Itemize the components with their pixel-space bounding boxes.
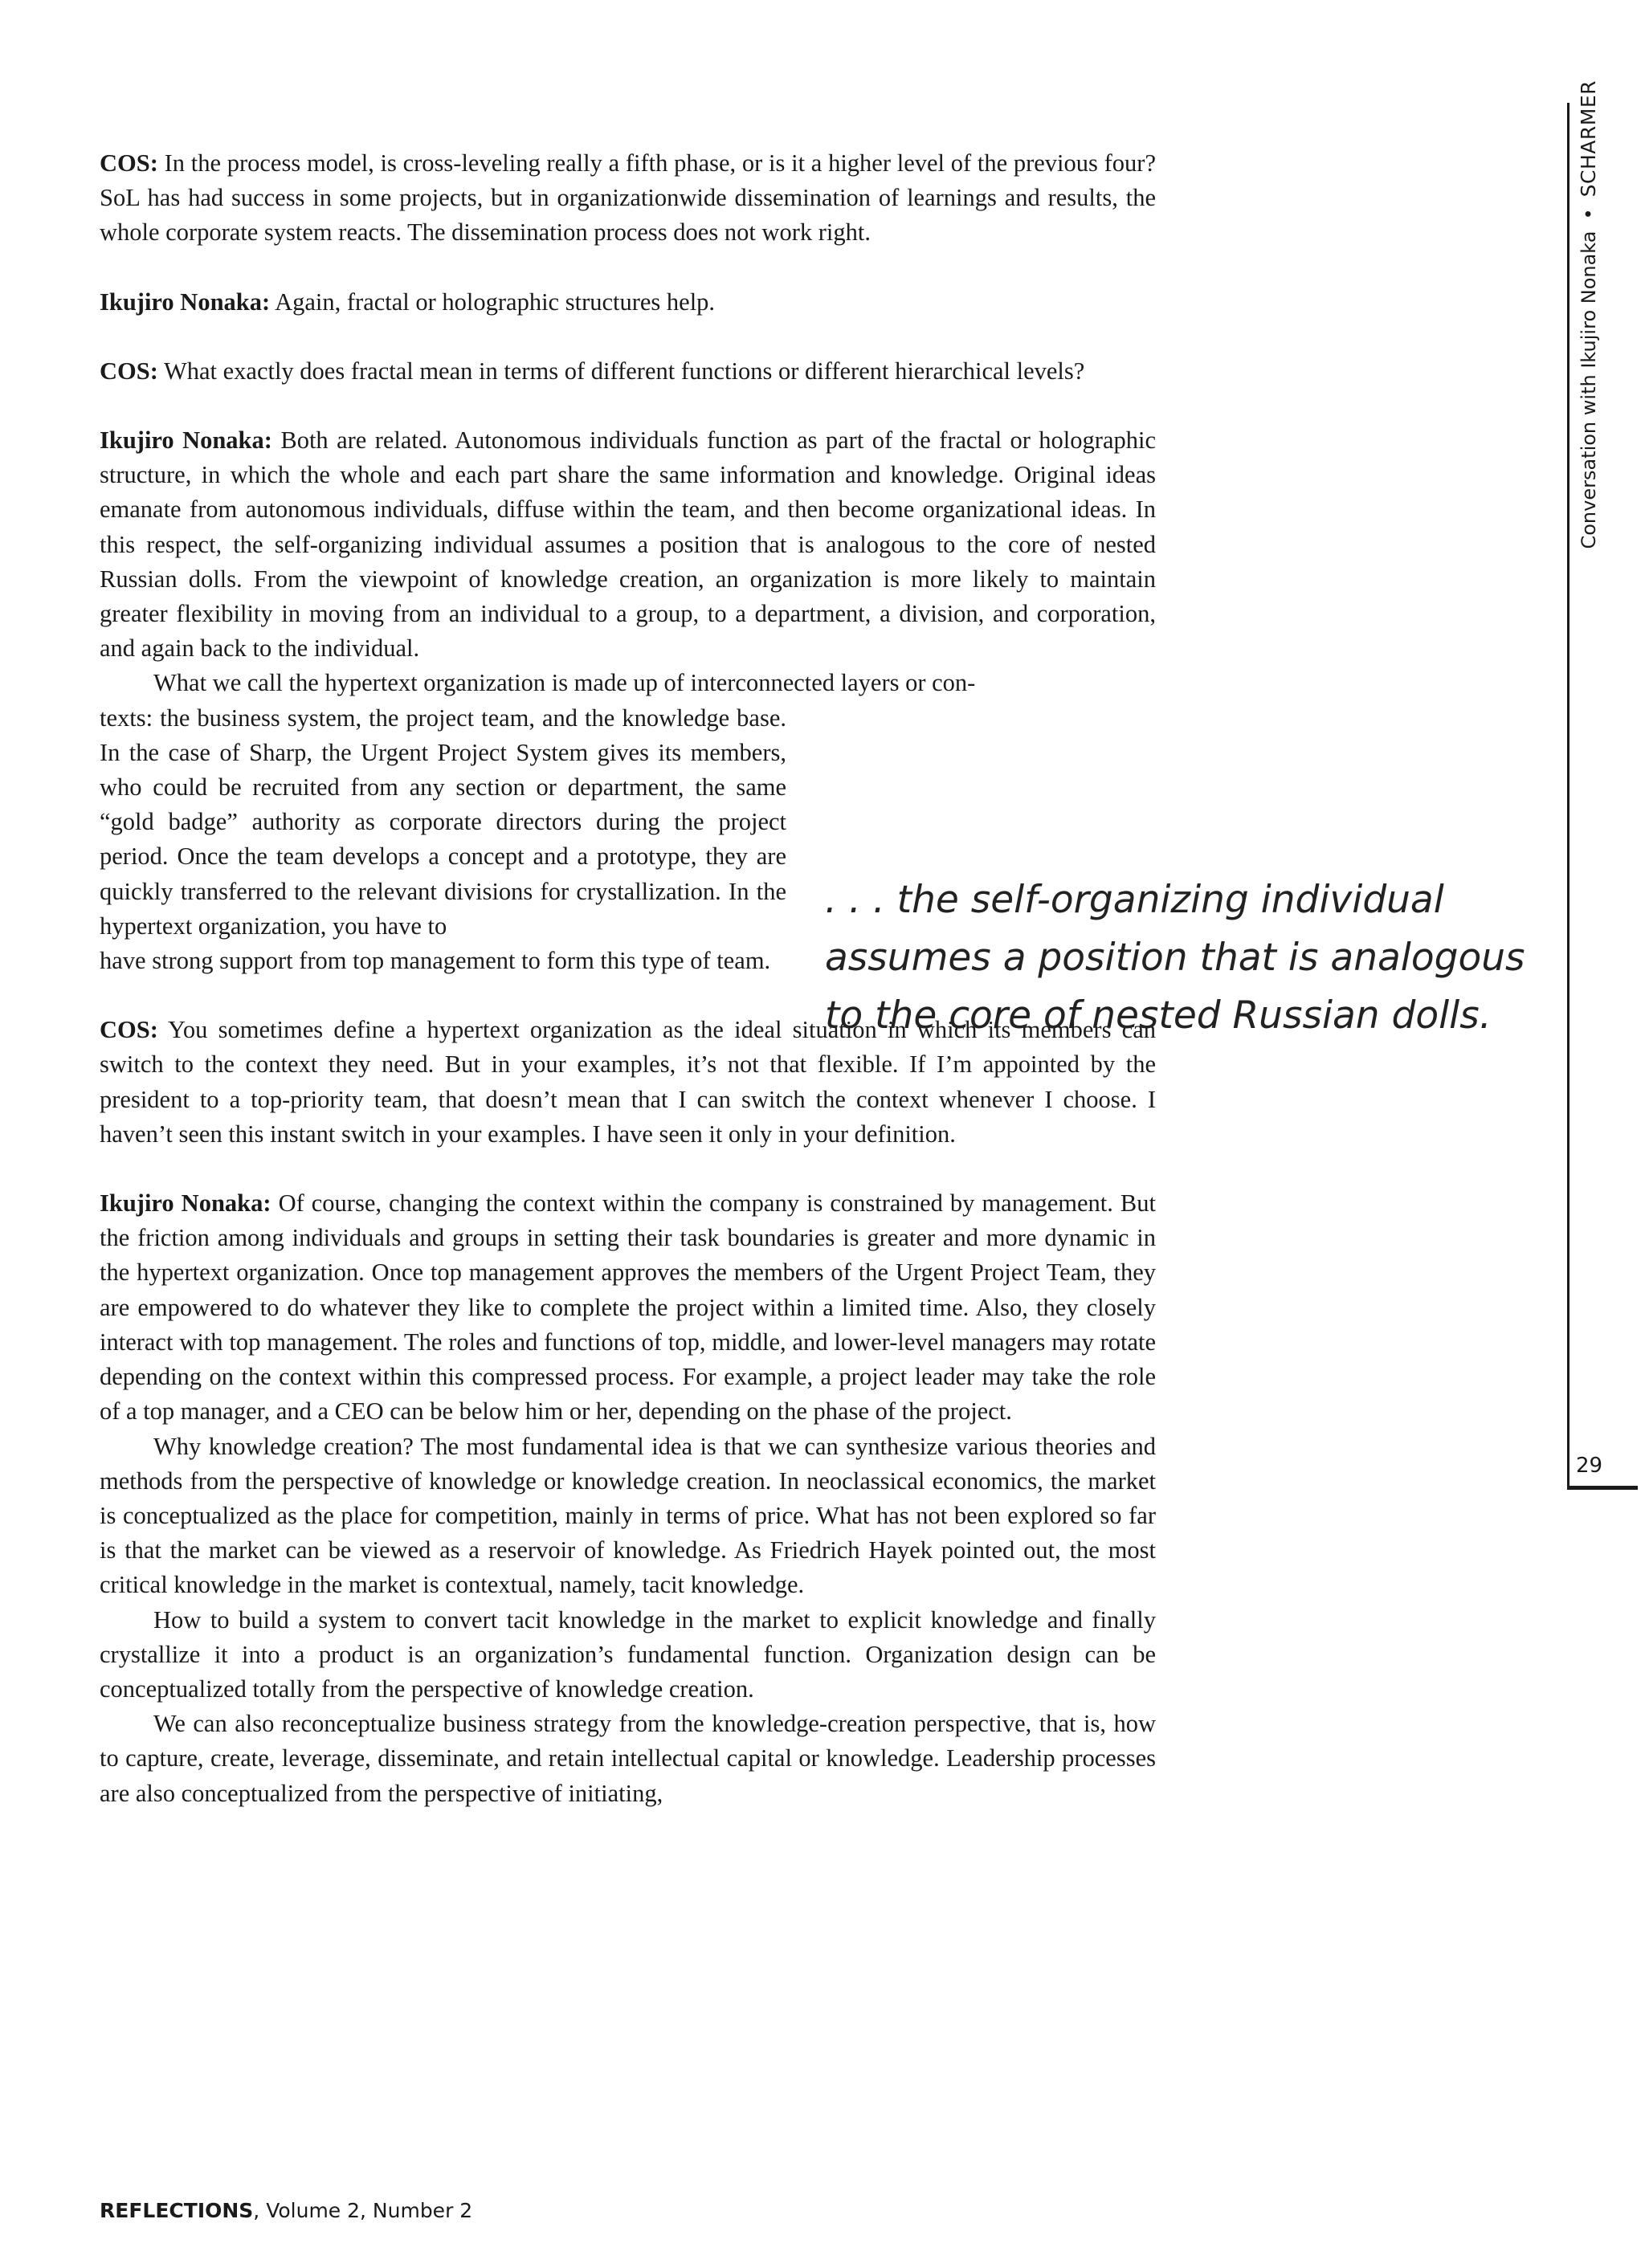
exchange-text: What exactly does fractal mean in terms of different functions or different hierarchical levels? [157,357,1085,385]
bullet-separator: • [1578,208,1600,220]
body-paragraph: How to build a system to convert tacit knowledge in the market to explicit knowledge and finally crystallize it into a product is an organization’s fundamental function. Organization design can be conceptualized totally from the perspective of knowledge creation. [100,1605,1156,1703]
speaker-label: COS: [100,357,158,385]
page-number: 29 [1576,1454,1603,1478]
margin-rule [1567,103,1569,1488]
speaker-label: COS: [100,1016,158,1044]
hypertext-paragraph-last-line: have strong support from top management to form this type of team. [100,947,771,975]
running-head [1573,80,1605,594]
exchange-text: Of course, changing the context within the company is constrained by management. But the friction among individuals and groups in setting their task boundaries is greater and more dynamic in the hypertext organization. Once top management approves the members of the Urgent Project Team, they are empowered to do whatever they like to complete the project within a limited time. Also, they closely interact with top management. The roles and functions of top, middle, and lower-level managers may rotate depending on the context within this compressed process. For example, a project leader may take the role of a top manager, and a CEO can be below him or her, depending on the phase of the project. [100,1189,1156,1426]
hypertext-paragraph-first-line: What we call the hypertext organization is made up of interconnected layers or con- [153,669,976,697]
running-head-title: Conversation with Ikujiro Nonaka [1578,230,1600,549]
exchange-nonaka-2 [100,423,1156,666]
speaker-label: Ikujiro Nonaka: [100,288,271,316]
exchange-text: You sometimes define a hypertext organization as the ideal situation in which its members can switch to the context they need. But in your examples, it’s not that flexible. If I’m appointed by the president to a top-priority team, that doesn’t mean that I can switch the context whenever I choose. I haven’t seen this instant switch in your examples. I have seen it only in your definition. [100,1016,1156,1148]
footer [100,2199,472,2222]
page-number-rule [1567,1486,1638,1490]
exchange-cos-2 [100,354,1156,389]
body-paragraph: We can also reconceptualize business strategy from the knowledge-creation perspective, that is, how to capture, create, leverage, disseminate, and retain intellectual capital or knowledge. Leadership processes are also conceptualized from the perspective of initiating, [100,1710,1156,1807]
exchange-text: In the process model, is cross-leveling really a fifth phase, or is it a higher level of the previous four? SoL has had success in some projects, but in organizationwide dissemination of learnings and results, the whole corporate system reacts. The dissemination process does not work right. [100,149,1156,247]
speaker-label: Ikujiro Nonaka: [100,1189,271,1218]
exchange-text: Both are related. Autonomous individuals function as part of the fractal or holographic structure, in which the whole and each part share the same information and knowledge. Original ideas emanate from autonomous individuals, diffuse within the team, and then become organizational ideas. In this respect, the self-organizing individual assumes a position that is analogous to the core of nested Russian dolls. From the viewpoint of knowledge creation, an organization is more likely to maintain greater flexibility in moving from an individual to a group, to a department, a division, and corporation, and again back to the individual. [100,426,1156,663]
journal-issue: , Volume 2, Number 2 [253,2199,473,2222]
pull-quote: . . . the self-organizing individual assumes a position that is analogous to the core of nested Russian dolls. [825,878,1525,1038]
body-paragraph: Why knowledge creation? The most fundamental idea is that we can synthesize various theories and methods from the perspective of knowledge or knowledge creation. In neoclassical economics, the market is conceptualized as the place for competition, mainly in terms of price. What has not been explored so far is that the market can be viewed as a reservoir of knowledge. As Friedrich Hayek pointed out, the most critical knowledge in the market is contextual, namely, tacit knowledge. [100,1432,1156,1599]
journal-name: REFLECTIONS [100,2199,254,2222]
running-head-author: SCHARMER [1577,80,1600,198]
hypertext-paragraph-narrow: texts: the business system, the project team, and the knowledge base. In the case of Sharp, the Urgent Project System gives its members, who could be recruited from any section or department, the same “gold badge” authority as corporate directors during the project period. Once the team develops a concept and a prototype, they are quickly transferred to the relevant divisions for crystallization. In the hypertext organization, you have to [100,704,786,940]
speaker-label: Ikujiro Nonaka: [100,426,272,455]
exchange-text: Again, fractal or holographic structures help. [270,288,716,316]
speaker-label: COS: [100,149,158,177]
exchange-nonaka-1 [100,285,1156,320]
exchange-nonaka-3 [100,1186,1156,1429]
exchange-cos-1 [100,146,1156,251]
